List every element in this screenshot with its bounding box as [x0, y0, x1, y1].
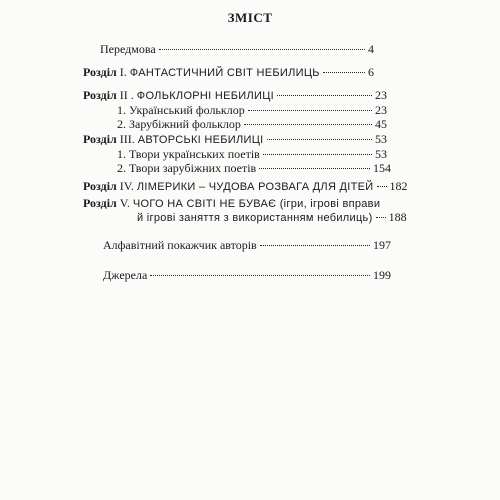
chapter-title-continued: й ігрові заняття з використанням небилиць) [137, 212, 373, 224]
toc-entry-label [83, 179, 374, 194]
toc-entry-label: 2. Зарубіжний фольклор [117, 117, 241, 131]
toc-subentry[interactable] [117, 103, 387, 117]
toc-entry-label [83, 65, 320, 80]
toc-entry-label: 1. Твори українських поетів [117, 147, 260, 161]
toc-entry-label: Джерела [103, 268, 148, 282]
chapter-title: ФОЛЬКЛОРНІ НЕБИЛИЦІ [136, 90, 275, 102]
toc-page-number: 23 [375, 88, 387, 102]
chapter-number: І. [119, 65, 127, 79]
toc-entry-label: Алфавітний покажчик авторів [103, 238, 257, 252]
toc-page-number: 53 [375, 147, 387, 161]
chapter-prefix: Розділ [83, 179, 117, 193]
toc-entry-sources[interactable] [103, 268, 391, 282]
toc-entry-author-index[interactable] [103, 238, 391, 252]
toc-entry-chapter-3[interactable] [83, 132, 387, 147]
chapter-number: ІІ . [119, 88, 134, 102]
chapter-number: V. [119, 196, 130, 210]
toc-entry-label: 2. Твори зарубіжних поетів [117, 161, 257, 175]
dot-leader [267, 139, 372, 140]
dot-leader [244, 124, 372, 125]
toc-page-number: 154 [373, 161, 391, 175]
dot-leader [277, 95, 372, 96]
page-title: ЗМІСТ [227, 10, 273, 25]
toc-page-number: 53 [375, 132, 387, 146]
toc-entry-preface[interactable] [100, 42, 374, 56]
chapter-title: АВТОРСЬКІ НЕБИЛИЦІ [137, 134, 264, 146]
toc-page-number: 45 [375, 117, 387, 131]
toc-page-number: 4 [368, 42, 374, 56]
dot-leader [263, 154, 372, 155]
toc-subentry[interactable] [117, 147, 387, 161]
chapter-prefix: Розділ [83, 196, 117, 210]
chapter-title: ФАНТАСТИЧНИЙ СВІТ НЕБИЛИЦЬ [129, 67, 320, 79]
toc-entry-label: Передмова [100, 42, 156, 56]
toc-subentry[interactable] [117, 117, 387, 131]
chapter-prefix: Розділ [83, 65, 117, 79]
toc-page-number: 182 [389, 179, 408, 193]
toc-page-number: 199 [373, 268, 391, 282]
dot-leader [260, 245, 370, 246]
chapter-prefix: Розділ [83, 88, 117, 102]
dot-leader [376, 217, 386, 218]
chapter-prefix: Розділ [83, 132, 117, 146]
toc-entry-chapter-5-cont[interactable] [137, 210, 407, 225]
dot-leader [323, 72, 365, 73]
toc-entry-label [83, 88, 274, 103]
chapter-number: ІІІ. [119, 132, 135, 146]
toc-page-number: 23 [375, 103, 387, 117]
toc-entry-label: 1. Український фольклор [117, 103, 245, 117]
dot-leader [150, 275, 370, 276]
toc-subentry[interactable] [117, 161, 391, 175]
toc-page-number: 188 [388, 210, 407, 224]
dot-leader [377, 186, 387, 187]
toc-entry-chapter-1[interactable] [83, 65, 374, 80]
chapter-title: ЧОГО НА СВІТІ НЕ БУВАЄ (ігри, ігрові вправи [132, 198, 381, 210]
chapter-number: IV. [119, 179, 134, 193]
toc-entry-chapter-4[interactable] [83, 179, 408, 194]
toc-entry-chapter-2[interactable] [83, 88, 387, 103]
dot-leader [159, 49, 365, 50]
chapter-title: ЛІМЕРИКИ – ЧУДОВА РОЗВАГА ДЛЯ ДІТЕЙ [136, 181, 374, 193]
toc-entry-label [83, 132, 264, 147]
dot-leader [259, 168, 370, 169]
toc-page-number: 6 [368, 65, 374, 79]
dot-leader [248, 110, 372, 111]
toc-page-number: 197 [373, 238, 391, 252]
toc-entry-chapter-5[interactable] [83, 196, 380, 211]
